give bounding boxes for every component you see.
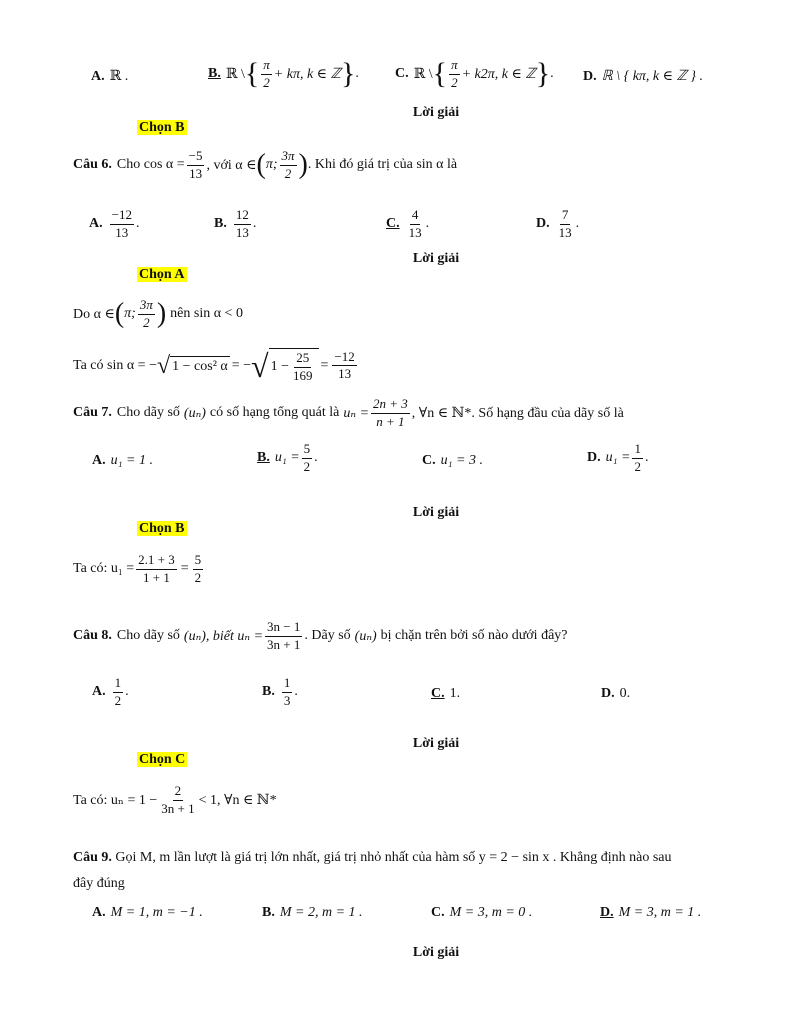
solution-text: < 1, ∀n ∈ ℕ* <box>198 792 277 808</box>
q9-solution-heading: Lời giải <box>412 945 460 960</box>
q6-option-a[interactable]: A. $\frac{-12}{13}$ . <box>89 207 140 240</box>
option-text: u₁ = 1 . <box>110 453 153 468</box>
option-label: C. <box>395 66 409 82</box>
q7-option-c[interactable] <box>422 453 483 469</box>
q8-solution-line <box>73 784 277 817</box>
fraction: $\frac{\pi}{2}$ <box>451 57 458 90</box>
q6-solution-line-1 <box>73 298 243 331</box>
interval-start: π; <box>265 157 278 173</box>
option-label: C. <box>386 216 400 232</box>
q7-option-d[interactable]: D. u₁ = $\frac{1}{2}$ . <box>587 441 649 474</box>
right-paren: ) <box>156 298 167 330</box>
q8-stem <box>73 620 568 653</box>
option-text: M = 3, m = 0 . <box>449 905 533 920</box>
solution-text: Ta có sin α = − <box>73 357 157 373</box>
q9-option-b[interactable] <box>262 905 363 921</box>
option-set: ℝ \ <box>225 66 245 82</box>
stem-text: bị chặn trên bởi số nào dưới đây? <box>380 628 568 644</box>
option-label: D. <box>583 68 597 84</box>
question-label: Câu 9. <box>73 850 112 865</box>
option-label: D. <box>536 216 550 232</box>
option-label: D. <box>601 686 615 701</box>
q5-answer: Chọn B <box>139 120 185 135</box>
question-label: Câu 6. <box>73 157 112 173</box>
general-term: uₙ = <box>343 405 370 421</box>
left-paren: ( <box>256 149 266 181</box>
fraction: $\frac{1}{2}$ <box>634 441 641 474</box>
option-text: M = 3, m = 1 . <box>618 905 702 920</box>
stem-text: , ∀n ∈ ℕ*. Số hạng đầu của dãy số là <box>411 405 624 421</box>
left-brace: { <box>432 57 448 91</box>
option-text: ℝ \ { kπ, k ∈ ℤ } . <box>601 69 704 84</box>
stem-text: , biết uₙ = <box>205 628 264 644</box>
q9-option-c[interactable] <box>431 905 532 921</box>
option-set: ℝ \ <box>413 66 433 82</box>
fraction: $\frac{3\pi}{2}$ <box>139 297 153 330</box>
option-text: 1. <box>449 686 461 701</box>
q9-stem-line-1 <box>73 851 672 865</box>
fraction: $\frac{-5}{13}$ <box>188 148 203 181</box>
option-label: A. <box>92 905 106 920</box>
q9-stem-line-2: đây đúng <box>73 876 125 891</box>
fraction: $\frac{12}{13}$ <box>235 207 249 240</box>
option-label: B. <box>257 450 270 466</box>
q7-answer: Chọn B <box>139 521 185 536</box>
stem-text: . Dãy số <box>304 628 351 644</box>
q8-option-a[interactable]: A. $\frac{1}{2}$ . <box>92 675 129 708</box>
fraction: $\frac{2n + 3}{n + 1}$ <box>373 396 408 429</box>
fraction: $\frac{2.1 + 3}{1 + 1}$ <box>138 552 175 585</box>
sqrt: √ 1 − cos² α <box>156 352 228 379</box>
fraction: $\frac{-12}{13}$ <box>334 348 355 382</box>
sequence: (uₙ) <box>183 628 206 644</box>
option-label: B. <box>208 66 221 82</box>
q7-option-a[interactable] <box>92 453 153 469</box>
q6-option-c[interactable]: C. $\frac{4}{13}$ . <box>386 207 430 240</box>
fraction: $\frac{7}{13}$ <box>558 207 572 240</box>
q8-option-d[interactable] <box>601 686 630 702</box>
stem-text: . Khi đó giá trị của sin α là <box>307 157 458 173</box>
option-label: D. <box>600 905 614 920</box>
option-label: A. <box>92 684 106 700</box>
stem-text: Cho dãy số <box>116 628 180 644</box>
q5-option-c[interactable]: C. ℝ \ { $\frac{\pi}{2}$ + k2π, k ∈ ℤ } . <box>395 57 554 91</box>
option-text: u₁ = 3 . <box>440 453 483 468</box>
option-text: M = 2, m = 1 . <box>279 905 363 920</box>
sequence: (uₙ) <box>354 628 377 644</box>
q7-solution-heading: Lời giải <box>412 505 460 520</box>
q8-answer: Chọn C <box>139 752 186 767</box>
left-brace: { <box>244 57 260 91</box>
q8-option-b[interactable]: B. $\frac{1}{3}$ . <box>262 675 298 708</box>
q6-option-b[interactable]: B. $\frac{12}{13}$ . <box>214 207 257 240</box>
fraction: $\frac{4}{13}$ <box>408 207 422 240</box>
option-label: C. <box>431 686 445 701</box>
q7-solution-line <box>73 553 205 586</box>
solution-text: Ta có: u₁ = <box>73 561 135 577</box>
right-brace: } <box>340 57 356 91</box>
fraction: $\frac{3\pi}{2}$ <box>281 148 295 181</box>
q7-stem <box>73 397 624 430</box>
fraction: $\frac{5}{2}$ <box>303 441 311 474</box>
option-text: M = 1, m = −1 . <box>110 905 203 920</box>
stem-text: , với α ∈ <box>206 157 257 173</box>
solution-text: Do α ∈ <box>73 306 115 322</box>
q8-solution-heading: Lời giải <box>412 736 460 751</box>
sqrt: √ 1 − $\frac{25}{169}$ <box>251 348 318 384</box>
interval-start: π; <box>124 306 136 322</box>
option-label: B. <box>214 216 227 232</box>
stem-text: Gọi M, m lần lượt là giá trị lớn nhất, giá trị nhỏ nhất của hàm số y = 2 − sin x . Khẳng định nào sau <box>115 850 672 865</box>
sequence: (uₙ) <box>183 405 206 421</box>
left-paren: ( <box>114 298 125 330</box>
q9-option-a[interactable] <box>92 905 203 921</box>
solution-text: nên sin α < 0 <box>170 306 243 322</box>
solution-text: Ta có: uₙ = 1 − <box>73 792 158 808</box>
option-label: C. <box>422 453 436 468</box>
option-rest: + k2π, k ∈ ℤ <box>461 66 536 82</box>
question-label: Câu 8. <box>73 628 112 644</box>
q6-solution-heading: Lời giải <box>412 251 460 266</box>
right-brace: } <box>535 57 551 91</box>
fraction: $\frac{1}{3}$ <box>283 675 291 708</box>
q6-option-d[interactable]: D. $\frac{7}{13}$ . <box>536 207 580 240</box>
solution-text: = <box>180 561 189 577</box>
q9-option-d[interactable] <box>600 905 701 921</box>
option-label: A. <box>89 216 103 232</box>
q5-solution-heading: Lời giải <box>412 105 460 120</box>
fraction: $\frac{5}{2}$ <box>194 552 202 585</box>
option-label: C. <box>431 905 445 920</box>
q5-option-a[interactable] <box>91 68 128 85</box>
option-label: A. <box>92 453 106 468</box>
question-label: Câu 7. <box>73 405 112 421</box>
fraction: $\frac{3n - 1}{3n + 1}$ <box>267 619 301 652</box>
option-text: u₁ = <box>605 450 631 466</box>
option-text: 0. <box>619 686 631 701</box>
solution-text: = <box>320 357 329 373</box>
q6-solution-line-2 <box>73 348 359 384</box>
option-label: B. <box>262 684 275 700</box>
stem-text: Cho dãy số <box>116 405 180 421</box>
option-rest: + kπ, k ∈ ℤ <box>273 66 341 82</box>
q8-option-c[interactable] <box>431 686 460 702</box>
q6-answer: Chọn A <box>139 267 185 282</box>
option-label: A. <box>91 68 105 84</box>
fraction: $\frac{\pi}{2}$ <box>263 57 270 90</box>
fraction: $\frac{2}{3n + 1}$ <box>161 783 195 816</box>
solution-text: = − <box>231 357 252 373</box>
option-text: u₁ = <box>274 450 300 466</box>
option-label: D. <box>587 450 601 466</box>
option-text: ℝ . <box>109 69 129 84</box>
option-label: B. <box>262 905 275 920</box>
q5-option-b[interactable]: B. ℝ \ { $\frac{\pi}{2}$ + kπ, k ∈ ℤ } . <box>208 57 359 91</box>
q5-option-d[interactable] <box>583 68 703 85</box>
right-paren: ) <box>298 149 308 181</box>
q6-stem <box>73 149 457 182</box>
q7-option-b[interactable]: B. u₁ = $\frac{5}{2}$ . <box>257 441 318 474</box>
stem-text: có số hạng tổng quát là <box>209 405 340 421</box>
fraction: $\frac{-12}{13}$ <box>111 207 132 240</box>
stem-text: Cho cos α = <box>116 157 185 173</box>
fraction: $\frac{1}{2}$ <box>114 675 122 708</box>
